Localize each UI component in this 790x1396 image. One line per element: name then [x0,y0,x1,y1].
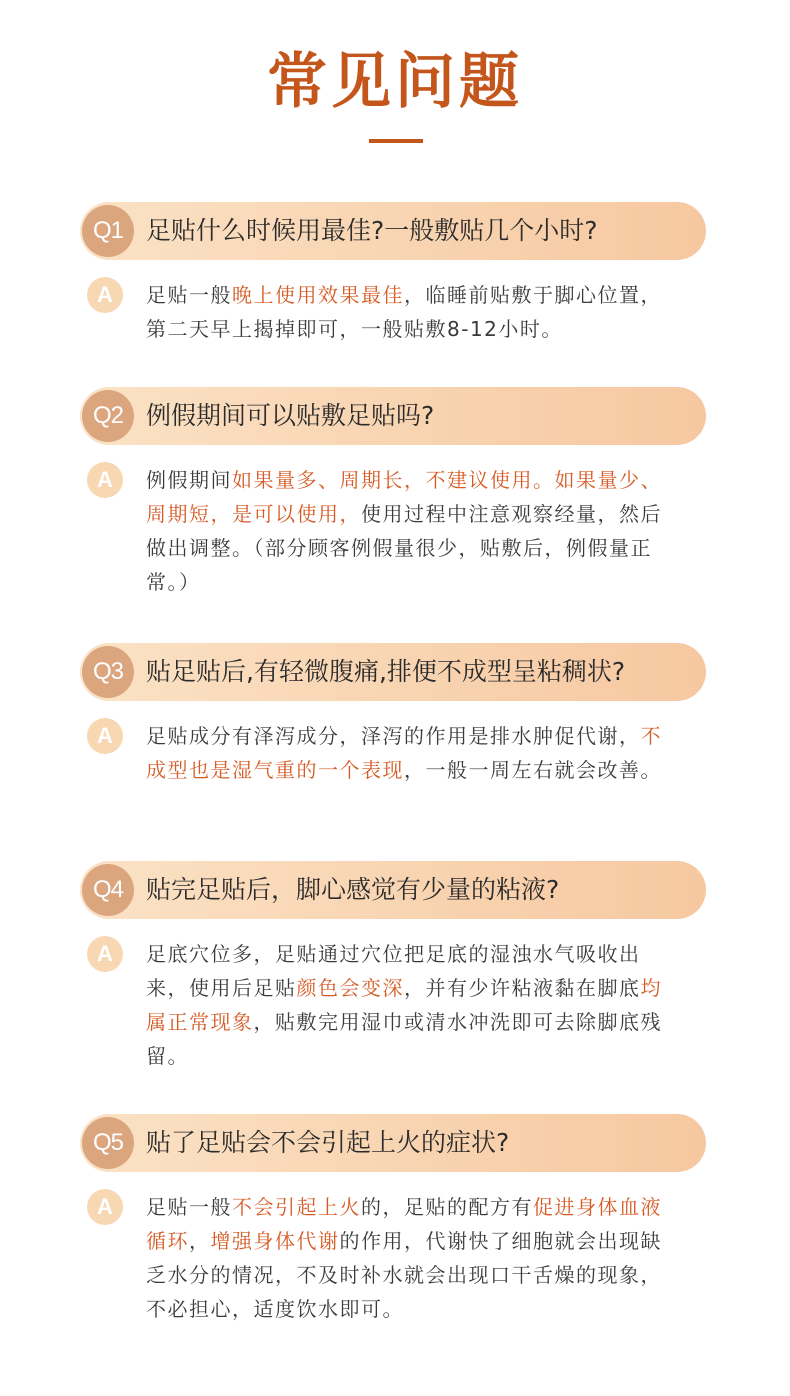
answer-badge: A [87,277,123,313]
answer-segment: 足贴成分有泽泻成分，泽泻的作用是排水肿促代谢， [146,724,641,748]
question-badge: Q3 [82,646,134,698]
answer-segment: 足底穴位多，足贴通过穴位把足底的湿浊水气吸收出来，使用后足贴 [146,942,641,1000]
answer-badge: A [87,936,123,972]
answer-text [146,278,676,346]
answer-segment: ，一般一周左右就会改善。 [404,758,662,782]
answer-segment: ，并有少许粘液黏在脚底 [404,976,641,1000]
answer-text [146,937,676,1073]
answer-highlight: 促进身体血液循环 [146,1195,662,1253]
question-text: 贴足贴后,有轻微腹痛,排便不成型呈粘稠状? [146,657,626,686]
answer-highlight: 不成型也是湿气重的一个表现 [146,724,662,782]
answer-segment: ，贴敷完用湿巾或清水冲洗即可去除脚底残留。 [146,1010,662,1068]
answer-badge: A [87,462,123,498]
answer-highlight: 晚上使用效果最佳 [232,283,404,307]
question-badge: Q4 [82,864,134,916]
question-text: 例假期间可以贴敷足贴吗? [146,401,435,430]
page-title: 常见问题 [267,47,523,117]
answer-segment: ， [189,1229,211,1253]
question-badge: Q5 [82,1117,134,1169]
answer-segment: 足贴一般 [146,1195,232,1219]
answer-highlight: 均属正常现象 [146,976,662,1034]
answer-segment: 例假期间 [146,468,232,492]
answer-badge: A [87,718,123,754]
question-badge: Q2 [82,390,134,442]
question-text: 贴了足贴会不会引起上火的症状? [146,1128,510,1157]
answer-text [146,719,676,787]
answer-badge: A [87,1189,123,1225]
answer-highlight: 如果量多、周期长，不建议使用。如果量少、周期短，是可以使用， [146,468,662,526]
title-divider [369,139,423,143]
answer-highlight: 增强身体代谢 [210,1229,340,1253]
answer-segment: 使用过程中注意观察经量，然后做出调整。（部分顾客例假量很少，贴敷后，例假量正常。） [146,502,662,594]
answer-text [146,463,676,599]
answer-segment: ，临睡前贴敷于脚心位置，第二天早上揭掉即可，一般贴敷8-12小时。 [146,283,662,341]
question-text: 足贴什么时候用最佳?一般敷贴几个小时? [146,216,598,245]
answer-segment: 的，足贴的配方有 [361,1195,533,1219]
answer-highlight: 颜色会变深 [296,976,404,1000]
answer-segment: 足贴一般 [146,283,232,307]
answer-text [146,1190,676,1326]
answer-highlight: 不会引起上火 [232,1195,361,1219]
question-badge: Q1 [82,205,134,257]
answer-segment: 的作用，代谢快了细胞就会出现缺乏水分的情况，不及时补水就会出现口干舌燥的现象，不必担心，适度饮水即可。 [146,1229,662,1321]
question-text: 贴完足贴后，脚心感觉有少量的粘液? [146,875,560,904]
